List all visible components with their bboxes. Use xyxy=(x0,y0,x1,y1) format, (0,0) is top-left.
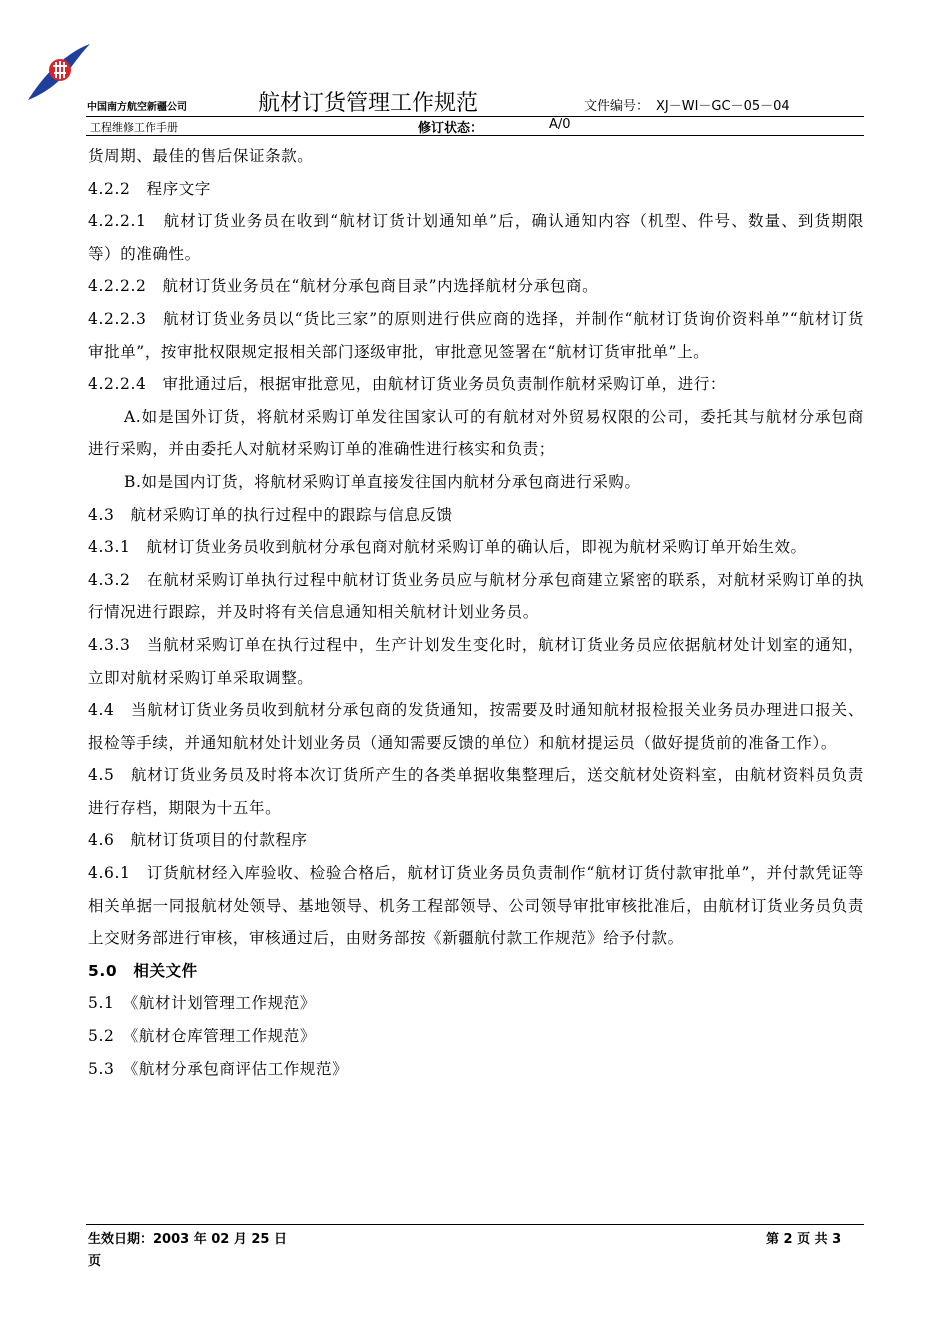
doc-number: XJ－WI－GC－05－04 xyxy=(656,99,790,114)
footer-divider xyxy=(86,1224,864,1225)
page-number-wrap: 页 xyxy=(88,1254,102,1269)
paragraph: 4.2.2.3 航材订货业务员以“货比三家”的原则进行供应商的选择，并制作“航材订货询价资料单”“航材订货审批单”，按审批权限规定报相关部门逐级审批，审批意见签署在“航材订货审批单”上。 xyxy=(88,309,864,361)
paragraph: 4.6.1 订货航材经入库验收、检验合格后，航材订货业务员负责制作“航材订货付款审批单”，并付款凭证等相关单据一同报航材处领导、基地领导、机务工程部领导、公司领导审批审核批准后，由航材订货业务员负责上交财务部进行审核，审核通过后，由财务部按《新疆航付款工作规范》给予付款。 xyxy=(88,864,864,948)
effective-date-label: 生效日期： xyxy=(88,1232,154,1247)
section-heading: 4.2.2 程序文字 xyxy=(88,179,211,198)
effective-date: 2003 年 02 月 25 日 xyxy=(153,1232,288,1247)
list-item: A.如是国外订货，将航材采购订单发往国家认可的有航材对外贸易权限的公司，委托其与航材分承包商进行采购，并由委托人对航材采购订单的准确性进行核实和负责； xyxy=(88,407,864,459)
paragraph: 货周期、最佳的售后保证条款。 xyxy=(88,147,314,165)
paragraph: 4.3.1 航材订货业务员收到航材分承包商对航材采购订单的确认后，即视为航材采购订单开始生效。 xyxy=(88,538,807,557)
header-bottom-rule xyxy=(86,135,864,136)
paragraph: 4.2.2.2 航材订货业务员在“航材分承包商目录”内选择航材分承包商。 xyxy=(88,277,599,296)
document-title: 航材订货管理工作规范 xyxy=(258,91,479,116)
paragraph: 4.4 当航材订货业务员收到航材分承包商的发货通知，按需要及时通知航材报检报关业务员办理进口报关、报检等手续，并通知航材处计划业务员（通知需要反馈的单位）和航材提运员（做好提货前的准备工作）。 xyxy=(88,701,864,752)
reference-item: 5.3 《航材分承包商评估工作规范》 xyxy=(88,1059,349,1078)
reference-item: 5.2 《航材仓库管理工作规范》 xyxy=(88,1027,317,1046)
page-number: 第 2 页 共 3 xyxy=(766,1232,842,1247)
list-item: B.如是国内订货，将航材采购订单直接发往国内航材分承包商进行采购。 xyxy=(124,472,641,491)
paragraph: 4.5 航材订货业务员及时将本次订货所产生的各类单据收集整理后，送交航材处资料室，由航材资料员负责进行存档，期限为十五年。 xyxy=(88,766,864,817)
doc-number-label: 文件编号： xyxy=(584,99,650,114)
china-southern-logo-icon xyxy=(26,40,92,102)
paragraph: 4.2.2.1 航材订货业务员在收到“航材订货计划通知单”后，确认通知内容（机型、件号、数量、到货期限等）的准确性。 xyxy=(88,212,864,263)
section-heading: 4.6 航材订货项目的付款程序 xyxy=(88,831,308,850)
document-body xyxy=(88,140,864,1085)
manual-name: 工程维修工作手册 xyxy=(90,121,178,134)
effective-date-line xyxy=(88,1228,287,1247)
section-heading: 4.3 航材采购订单的执行过程中的跟踪与信息反馈 xyxy=(88,505,453,524)
revision-label: 修订状态： xyxy=(418,121,484,136)
paragraph: 4.2.2.4 审批通过后，根据审批意见，由航材订货业务员负责制作航材采购订单，进行： xyxy=(88,375,727,394)
revision-value: A/0 xyxy=(549,117,571,132)
paragraph: 4.3.2 在航材采购订单执行过程中航材订货业务员应与航材分承包商建立紧密的联系，对航材采购订单的执行情况进行跟踪，并及时将有关信息通知相关航材计划业务员。 xyxy=(88,570,864,622)
paragraph: 4.3.3 当航材采购订单在执行过程中，生产计划发生变化时，航材订货业务员应依据航材处计划室的通知，立即对航材采购订单采取调整。 xyxy=(88,635,864,687)
reference-item: 5.1 《航材计划管理工作规范》 xyxy=(88,994,317,1013)
chapter-heading: 5.0 相关文件 xyxy=(88,961,198,980)
company-name: 中国南方航空新疆公司 xyxy=(87,102,187,113)
